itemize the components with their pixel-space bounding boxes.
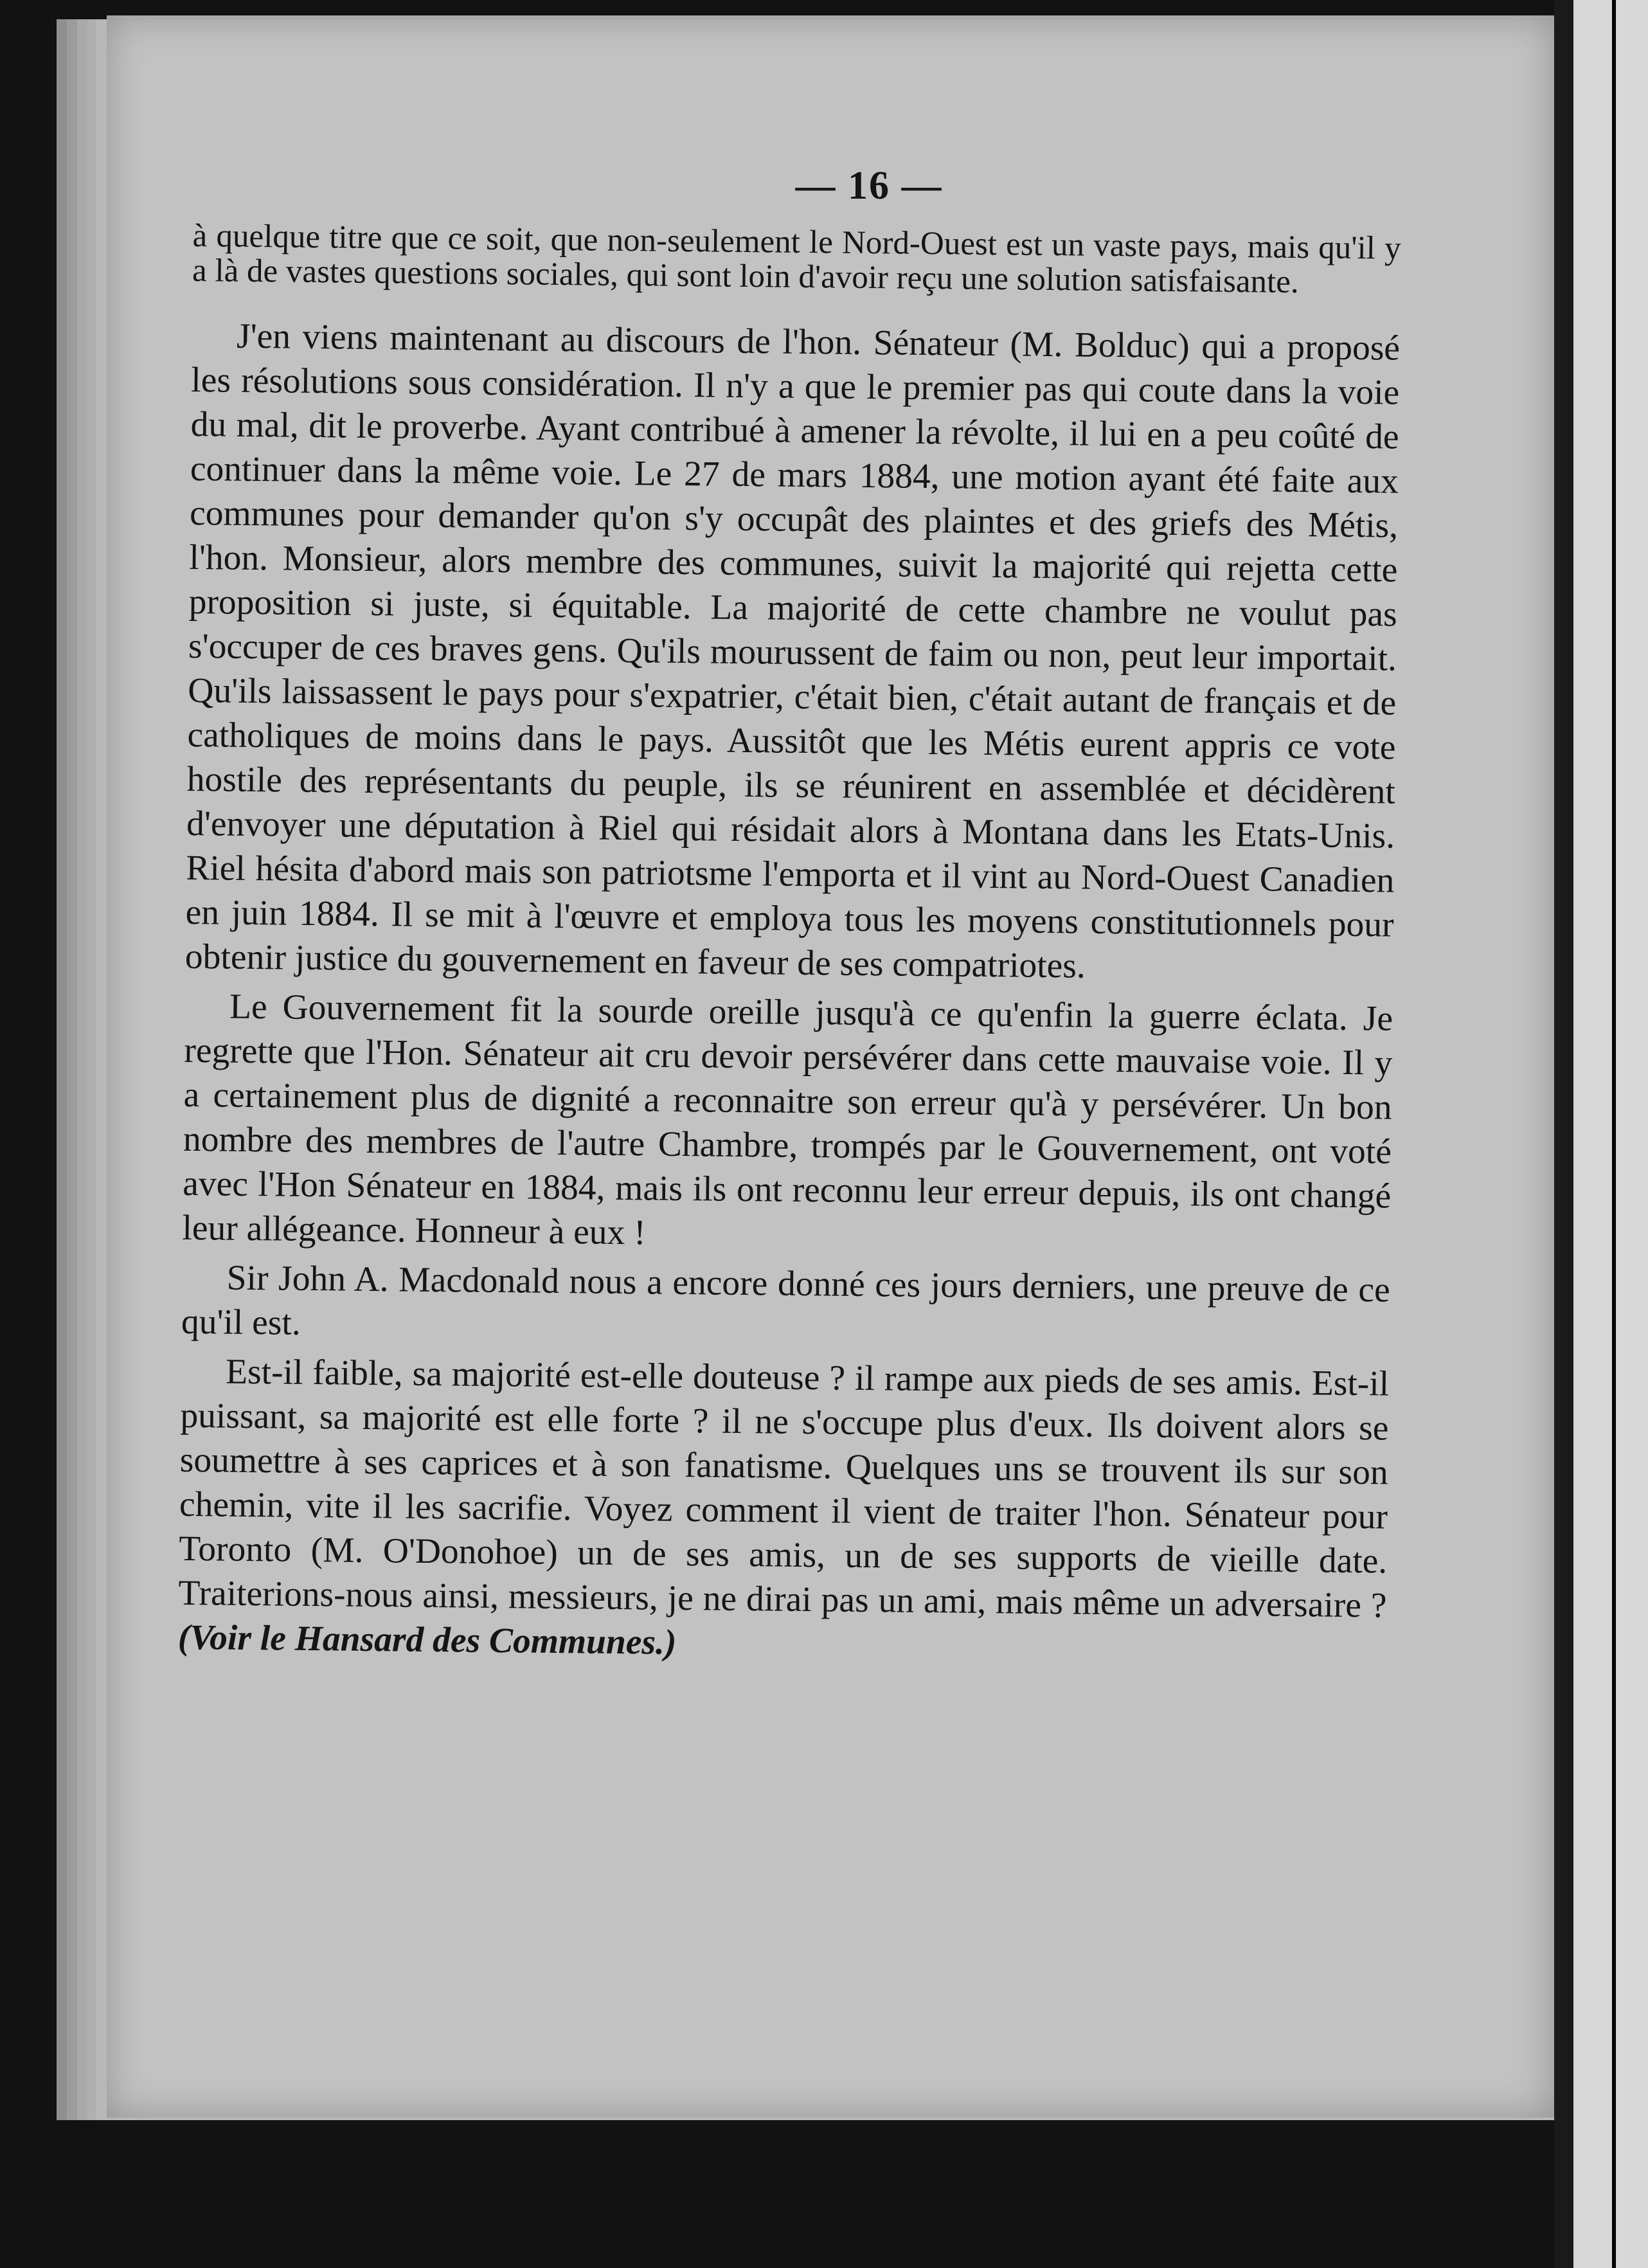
scan-line xyxy=(1612,0,1616,2268)
scan-border xyxy=(1554,0,1573,2268)
paragraph: Sir John A. Macdonald nous a encore donné ces jours derniers, une preuve de ce qu'il est. xyxy=(181,1258,1390,1343)
paragraph: Est-il faible, sa majorité est-elle douteuse ? il rampe aux pieds de ses amis. Est-il puissant, sa majorité est elle forte ? il ne s'occupe plus d'eux. Ils doivent alors se soumettre à ses caprices et à son fanatisme. Quelques uns se trouvent ils sur son chemin, vite il les sacrifie. Voyez comment il vient de traiter l'hon. Sénateur pour Toronto (M. O'Donohoe) un de ses amis, un de ses supports de vieille date. Traiterions-nous ainsi, messieurs, je ne dirai pas un ami, mais même un adversaire ? xyxy=(178,1352,1390,1626)
page-number: — 16 — xyxy=(795,164,943,208)
paragraph-last xyxy=(178,1349,1390,1673)
paragraph: à quelque titre que ce soit, que non-seulement le Nord-Ouest est un vaste pays, mais qu'il y a là de vastes questions sociales, qui sont loin d'avoir reçu une solution satisfaisante. xyxy=(192,218,1401,301)
scan-margin xyxy=(1573,0,1648,2268)
body-text xyxy=(177,219,1401,1678)
paragraph: J'en viens maintenant au discours de l'hon. Sénateur (M. Bolduc) qui a proposé les résolutions sous considération. Il n'y a que le premier pas qui coute dans la voie du mal, dit le proverbe. Ayant contribué à amener la révolte, il lui en a peu coûté de continuer dans la même voie. Le 27 de mars 1884, une motion ayant été faite aux communes pour demander qu'on s'y occupât des plaintes et des griefs des Métis, l'hon. Monsieur, alors membre des communes, suivit la majorité qui rejetta cette proposition si juste, si équitable. La majorité de cette chambre ne voulut pas s'occuper de ces braves gens. Qu'ils mourussent de faim ou non, peut leur importait. Qu'ils laissassent le pays pour s'expatrier, c'était bien, c'était autant de français et de catholiques de moins dans le pays. Aussitôt que les Métis eurent appris ce vote hostile des représentants du peuple, ils se réunirent en assemblée et décidèrent d'envoyer une députation à Riel qui résidait alors à Montana dans les Etats-Unis. Riel hésita d'abord mais son patriotsme l'emporta et il vint au Nord-Ouest Canadien en juin 1884. Il se mit à l'œuvre et employa tous les moyens constitutionnels pour obtenir justice du gouvernement en faveur de ses compatriotes. xyxy=(184,316,1401,986)
hansard-reference: (Voir le Hansard des Communes.) xyxy=(177,1617,677,1662)
paragraph: Le Gouvernement fit la sourde oreille jusqu'à ce qu'enfin la guerre éclata. Je regrette que l'Hon. Sénateur ait cru devoir persévérer dans cette mauvaise voie. Il y a certainement plus de dignité a reconnaitre son erreur qu'à y persévérer. Un bon nombre des membres de l'autre Chambre, trompés par le Gouvernement, ont voté avec l'Hon Sénateur en 1884, mais ils ont reconnu leur erreur depuis, ils ont changé leur allégeance. Honneur à eux ! xyxy=(182,987,1393,1253)
